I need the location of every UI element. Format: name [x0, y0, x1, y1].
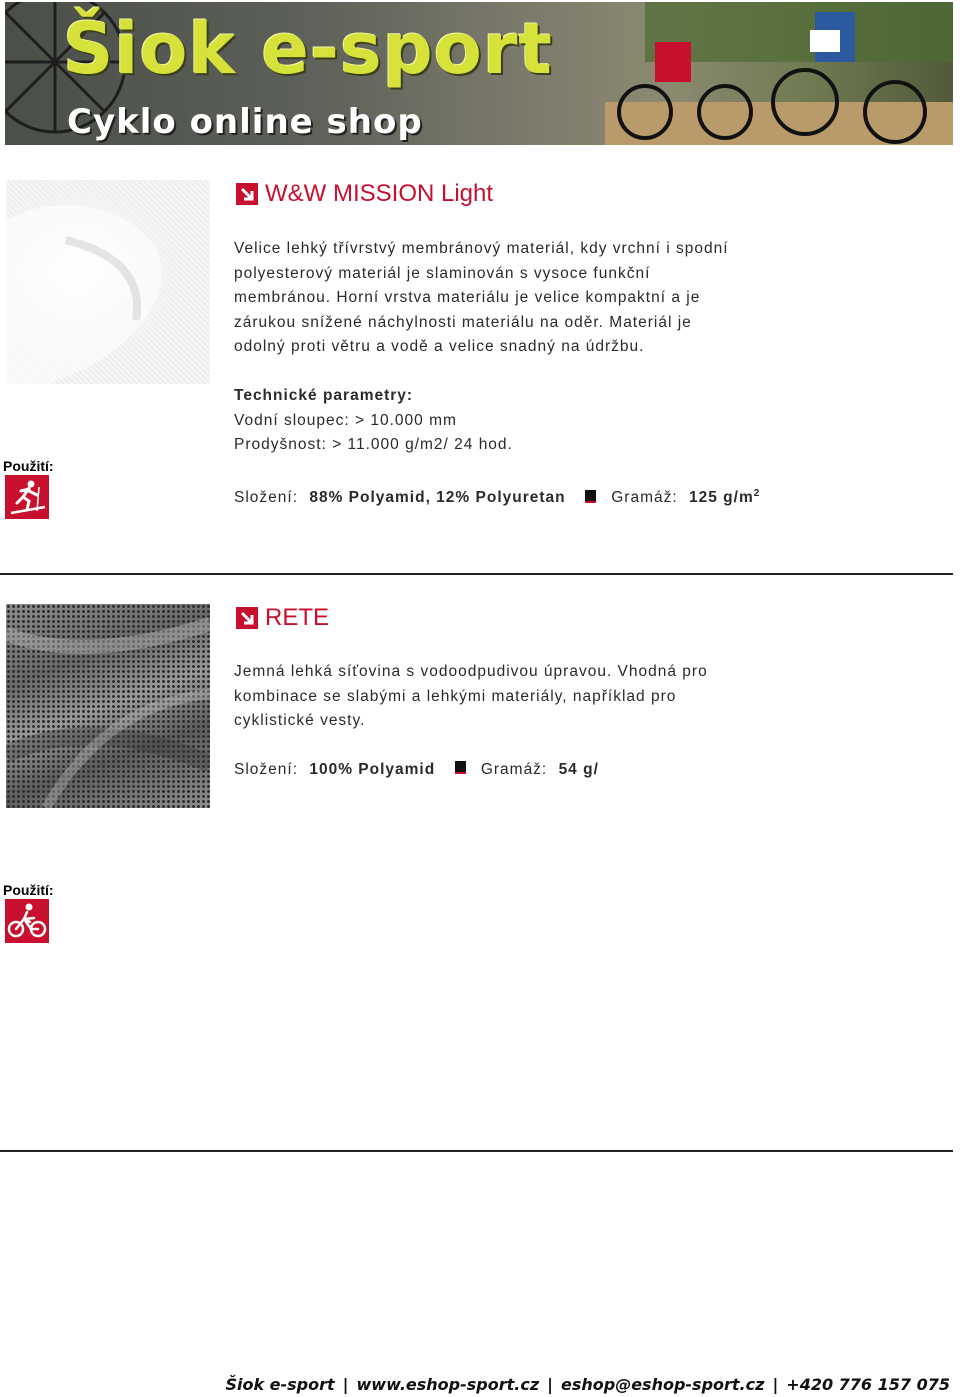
- composition-label: Složení:: [234, 489, 299, 507]
- product-title: W&W MISSION Light: [265, 180, 494, 207]
- description-line: membránou. Horní vrstva materiálu je velice kompaktní a je: [234, 289, 701, 306]
- footer-phone[interactable]: +420 776 157 075: [786, 1375, 950, 1394]
- composition-value: 100% Polyamid: [309, 761, 436, 778]
- brand-tagline: Cyklo online shop: [67, 102, 423, 142]
- tech-line-water-column: Vodní sloupec: > 10.000 mm: [234, 411, 457, 429]
- composition-row: [234, 482, 760, 511]
- fabric-image-mission-light: [6, 180, 210, 384]
- footer-contact: [225, 1375, 950, 1394]
- description-line: cyklistické vesty.: [234, 712, 366, 729]
- footer-email-link[interactable]: eshop@eshop-sport.cz: [560, 1375, 765, 1394]
- footer-website-link[interactable]: www.eshop-sport.cz: [356, 1375, 540, 1394]
- product-description: [234, 660, 708, 734]
- bullet-square-icon: [455, 761, 466, 774]
- description-line: odolný proti větru a vodě a velice snadný na údržbu.: [234, 338, 645, 355]
- weight-label: Gramáž:: [480, 761, 548, 778]
- section-divider: [0, 1150, 953, 1152]
- footer-separator: |: [342, 1375, 349, 1394]
- footer-separator: |: [772, 1375, 779, 1394]
- header-banner: [5, 2, 953, 145]
- brand-logo: Šiok e-sport: [63, 8, 553, 90]
- composition-row: [234, 758, 599, 783]
- description-line: Jemná lehká síťovina s vodoodpudivou úpravou. Vhodná pro: [234, 663, 708, 680]
- fabric-image-rete: [6, 604, 210, 808]
- technical-parameters: [234, 384, 513, 458]
- footer-separator: |: [547, 1375, 553, 1394]
- arrow-down-right-icon: [236, 607, 258, 629]
- product-title-row: [236, 180, 493, 208]
- ski-touring-icon: [5, 475, 49, 519]
- product-description: [234, 237, 729, 360]
- description-line: polyesterový materiál je slaminován s vysoce funkční: [234, 264, 651, 282]
- usage-label: Použití:: [3, 882, 54, 898]
- description-line: zárukou snížené náchylnosti materiálu na oděr. Materiál je: [234, 313, 692, 331]
- tech-heading: Technické parametry:: [234, 387, 414, 404]
- composition-label: Složení:: [234, 761, 299, 778]
- weight-label: Gramáž:: [611, 489, 678, 507]
- cycling-icon: [5, 899, 49, 943]
- weight-value: 54 g/: [558, 761, 599, 778]
- product-title-row: [236, 604, 329, 632]
- section-divider: [0, 573, 953, 575]
- arrow-down-right-icon: [236, 183, 258, 205]
- weight-superscript: 2: [753, 488, 761, 499]
- composition-value: 88% Polyamid, 12% Polyuretan: [309, 489, 566, 507]
- description-line: Velice lehký třívrstvý membránový materiál, kdy vrchní i spodní: [234, 240, 729, 257]
- footer-brand: Šiok e-sport: [225, 1375, 335, 1394]
- tech-line-breathability: Prodyšnost: > 11.000 g/m2/ 24 hod.: [234, 436, 513, 453]
- usage-label: Použití:: [3, 458, 54, 474]
- description-line: kombinace se slabými a lehkými materiály, například pro: [234, 687, 677, 705]
- product-title: RETE: [265, 604, 330, 631]
- weight-value: 125 g/m: [689, 489, 754, 507]
- bullet-square-icon: [585, 490, 596, 503]
